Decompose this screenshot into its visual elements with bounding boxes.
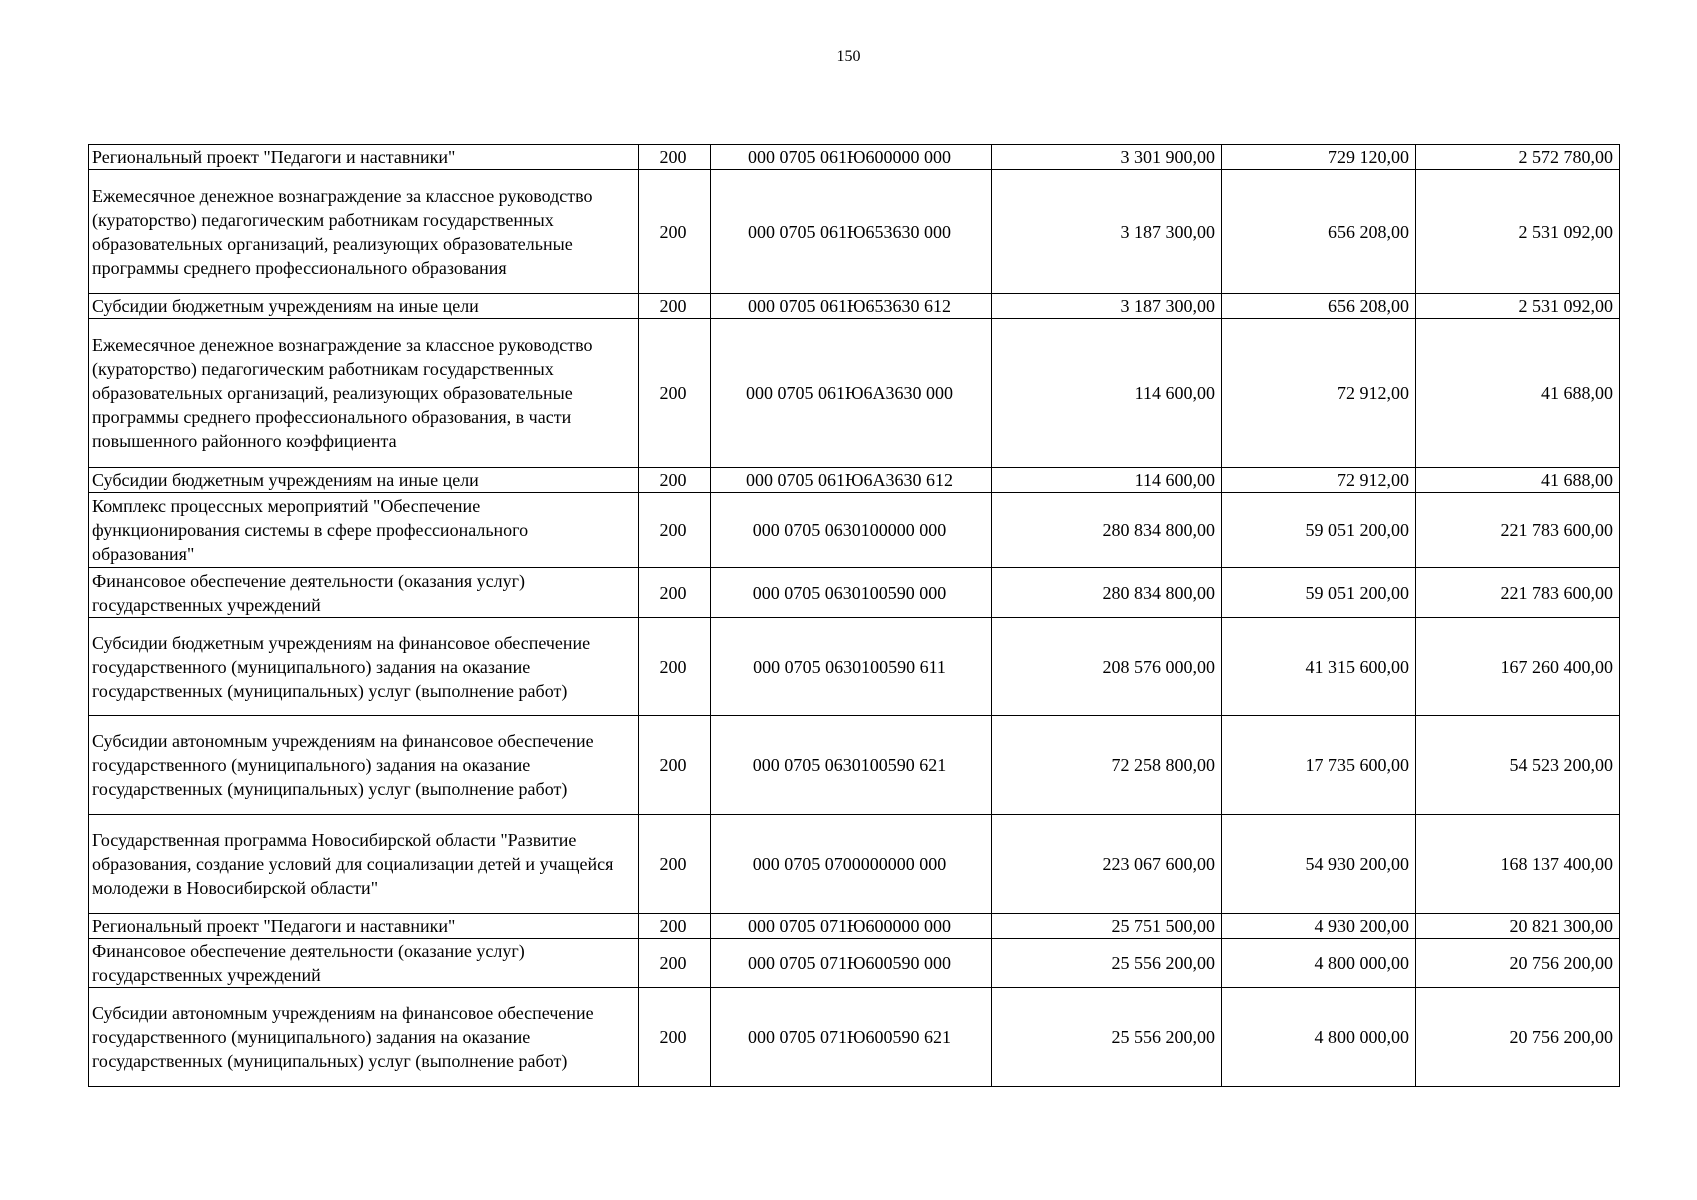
row-code: 200 [639,468,711,493]
row-amount-3: 54 523 200,00 [1416,716,1620,815]
row-name: Финансовое обеспечение деятельности (оказание услуг) государственных учреждений [89,939,639,988]
row-name: Субсидии автономным учреждениям на финансовое обеспечение государственного (муниципального) задания на оказание государственных (муниципальных) услуг (выполнение работ) [89,988,639,1087]
row-code: 200 [639,145,711,170]
row-name: Субсидии бюджетным учреждениям на финансовое обеспечение государственного (муниципального) задания на оказание государственных (муниципальных) услуг (выполнение работ) [89,618,639,716]
row-amount-3: 221 783 600,00 [1416,493,1620,568]
row-amount-2: 72 912,00 [1222,468,1416,493]
table-row [89,988,1620,1087]
table-row [89,618,1620,716]
row-amount-3: 41 688,00 [1416,319,1620,468]
row-code: 200 [639,170,711,294]
row-code: 200 [639,939,711,988]
row-code: 200 [639,493,711,568]
row-name: Финансовое обеспечение деятельности (оказания услуг) государственных учреждений [89,568,639,618]
row-kbk: 000 0705 061Ю600000 000 [711,145,992,170]
row-name: Региональный проект "Педагоги и наставники" [89,145,639,170]
row-kbk: 000 0705 071Ю600590 621 [711,988,992,1087]
row-code: 200 [639,618,711,716]
row-name: Региональный проект "Педагоги и наставники" [89,914,639,939]
row-kbk: 000 0705 061Ю6А3630 612 [711,468,992,493]
row-amount-2: 729 120,00 [1222,145,1416,170]
row-amount-3: 2 531 092,00 [1416,170,1620,294]
row-kbk: 000 0705 061Ю653630 000 [711,170,992,294]
row-code: 200 [639,568,711,618]
row-kbk: 000 0705 0630100590 611 [711,618,992,716]
table-row [89,815,1620,914]
row-amount-2: 72 912,00 [1222,319,1416,468]
row-amount-1: 114 600,00 [992,319,1222,468]
row-name: Ежемесячное денежное вознаграждение за классное руководство (кураторство) педагогическим работникам государственных образовательных организаций, реализующих образовательные программы среднего профессионального образования, в части повышенного районного коэффициента [89,319,639,468]
row-name: Государственная программа Новосибирской области "Развитие образования, создание условий для социализации детей и учащейся молодежи в Новосибирской области" [89,815,639,914]
table-row [89,914,1620,939]
row-kbk: 000 0705 0700000000 000 [711,815,992,914]
row-amount-1: 3 187 300,00 [992,294,1222,319]
row-amount-2: 656 208,00 [1222,294,1416,319]
row-amount-1: 25 556 200,00 [992,988,1222,1087]
row-amount-1: 280 834 800,00 [992,493,1222,568]
row-amount-1: 3 301 900,00 [992,145,1222,170]
row-amount-2: 4 800 000,00 [1222,988,1416,1087]
row-code: 200 [639,988,711,1087]
row-amount-3: 221 783 600,00 [1416,568,1620,618]
table-row [89,468,1620,493]
table-row [89,319,1620,468]
row-amount-3: 2 531 092,00 [1416,294,1620,319]
row-kbk: 000 0705 061Ю6А3630 000 [711,319,992,468]
row-amount-1: 208 576 000,00 [992,618,1222,716]
row-amount-3: 167 260 400,00 [1416,618,1620,716]
row-kbk: 000 0705 0630100000 000 [711,493,992,568]
row-amount-2: 59 051 200,00 [1222,493,1416,568]
row-kbk: 000 0705 0630100590 000 [711,568,992,618]
row-name: Ежемесячное денежное вознаграждение за классное руководство (кураторство) педагогическим работникам государственных образовательных организаций, реализующих образовательные программы среднего профессионального образования [89,170,639,294]
row-name: Субсидии автономным учреждениям на финансовое обеспечение государственного (муниципального) задания на оказание государственных (муниципальных) услуг (выполнение работ) [89,716,639,815]
row-amount-2: 4 800 000,00 [1222,939,1416,988]
row-code: 200 [639,294,711,319]
row-name: Комплекс процессных мероприятий "Обеспечение функционирования системы в сфере профессионального образования" [89,493,639,568]
row-amount-1: 280 834 800,00 [992,568,1222,618]
table-row [89,294,1620,319]
row-kbk: 000 0705 071Ю600000 000 [711,914,992,939]
row-amount-2: 41 315 600,00 [1222,618,1416,716]
row-code: 200 [639,815,711,914]
table-row [89,145,1620,170]
row-code: 200 [639,914,711,939]
row-amount-3: 20 821 300,00 [1416,914,1620,939]
row-amount-2: 54 930 200,00 [1222,815,1416,914]
row-amount-2: 4 930 200,00 [1222,914,1416,939]
table-row [89,568,1620,618]
row-amount-2: 656 208,00 [1222,170,1416,294]
row-amount-1: 223 067 600,00 [992,815,1222,914]
row-name: Субсидии бюджетным учреждениям на иные цели [89,294,639,319]
row-kbk: 000 0705 061Ю653630 612 [711,294,992,319]
table-row [89,493,1620,568]
row-name: Субсидии бюджетным учреждениям на иные цели [89,468,639,493]
row-amount-3: 20 756 200,00 [1416,988,1620,1087]
row-amount-3: 41 688,00 [1416,468,1620,493]
row-amount-3: 20 756 200,00 [1416,939,1620,988]
row-amount-3: 2 572 780,00 [1416,145,1620,170]
row-code: 200 [639,716,711,815]
table-row [89,939,1620,988]
row-amount-1: 72 258 800,00 [992,716,1222,815]
row-amount-2: 17 735 600,00 [1222,716,1416,815]
row-code: 200 [639,319,711,468]
table-row [89,170,1620,294]
budget-table [88,144,1620,1087]
row-amount-3: 168 137 400,00 [1416,815,1620,914]
row-kbk: 000 0705 0630100590 621 [711,716,992,815]
page-number: 150 [836,48,861,65]
row-amount-1: 3 187 300,00 [992,170,1222,294]
table-row [89,716,1620,815]
row-kbk: 000 0705 071Ю600590 000 [711,939,992,988]
row-amount-2: 59 051 200,00 [1222,568,1416,618]
row-amount-1: 25 556 200,00 [992,939,1222,988]
row-amount-1: 114 600,00 [992,468,1222,493]
row-amount-1: 25 751 500,00 [992,914,1222,939]
